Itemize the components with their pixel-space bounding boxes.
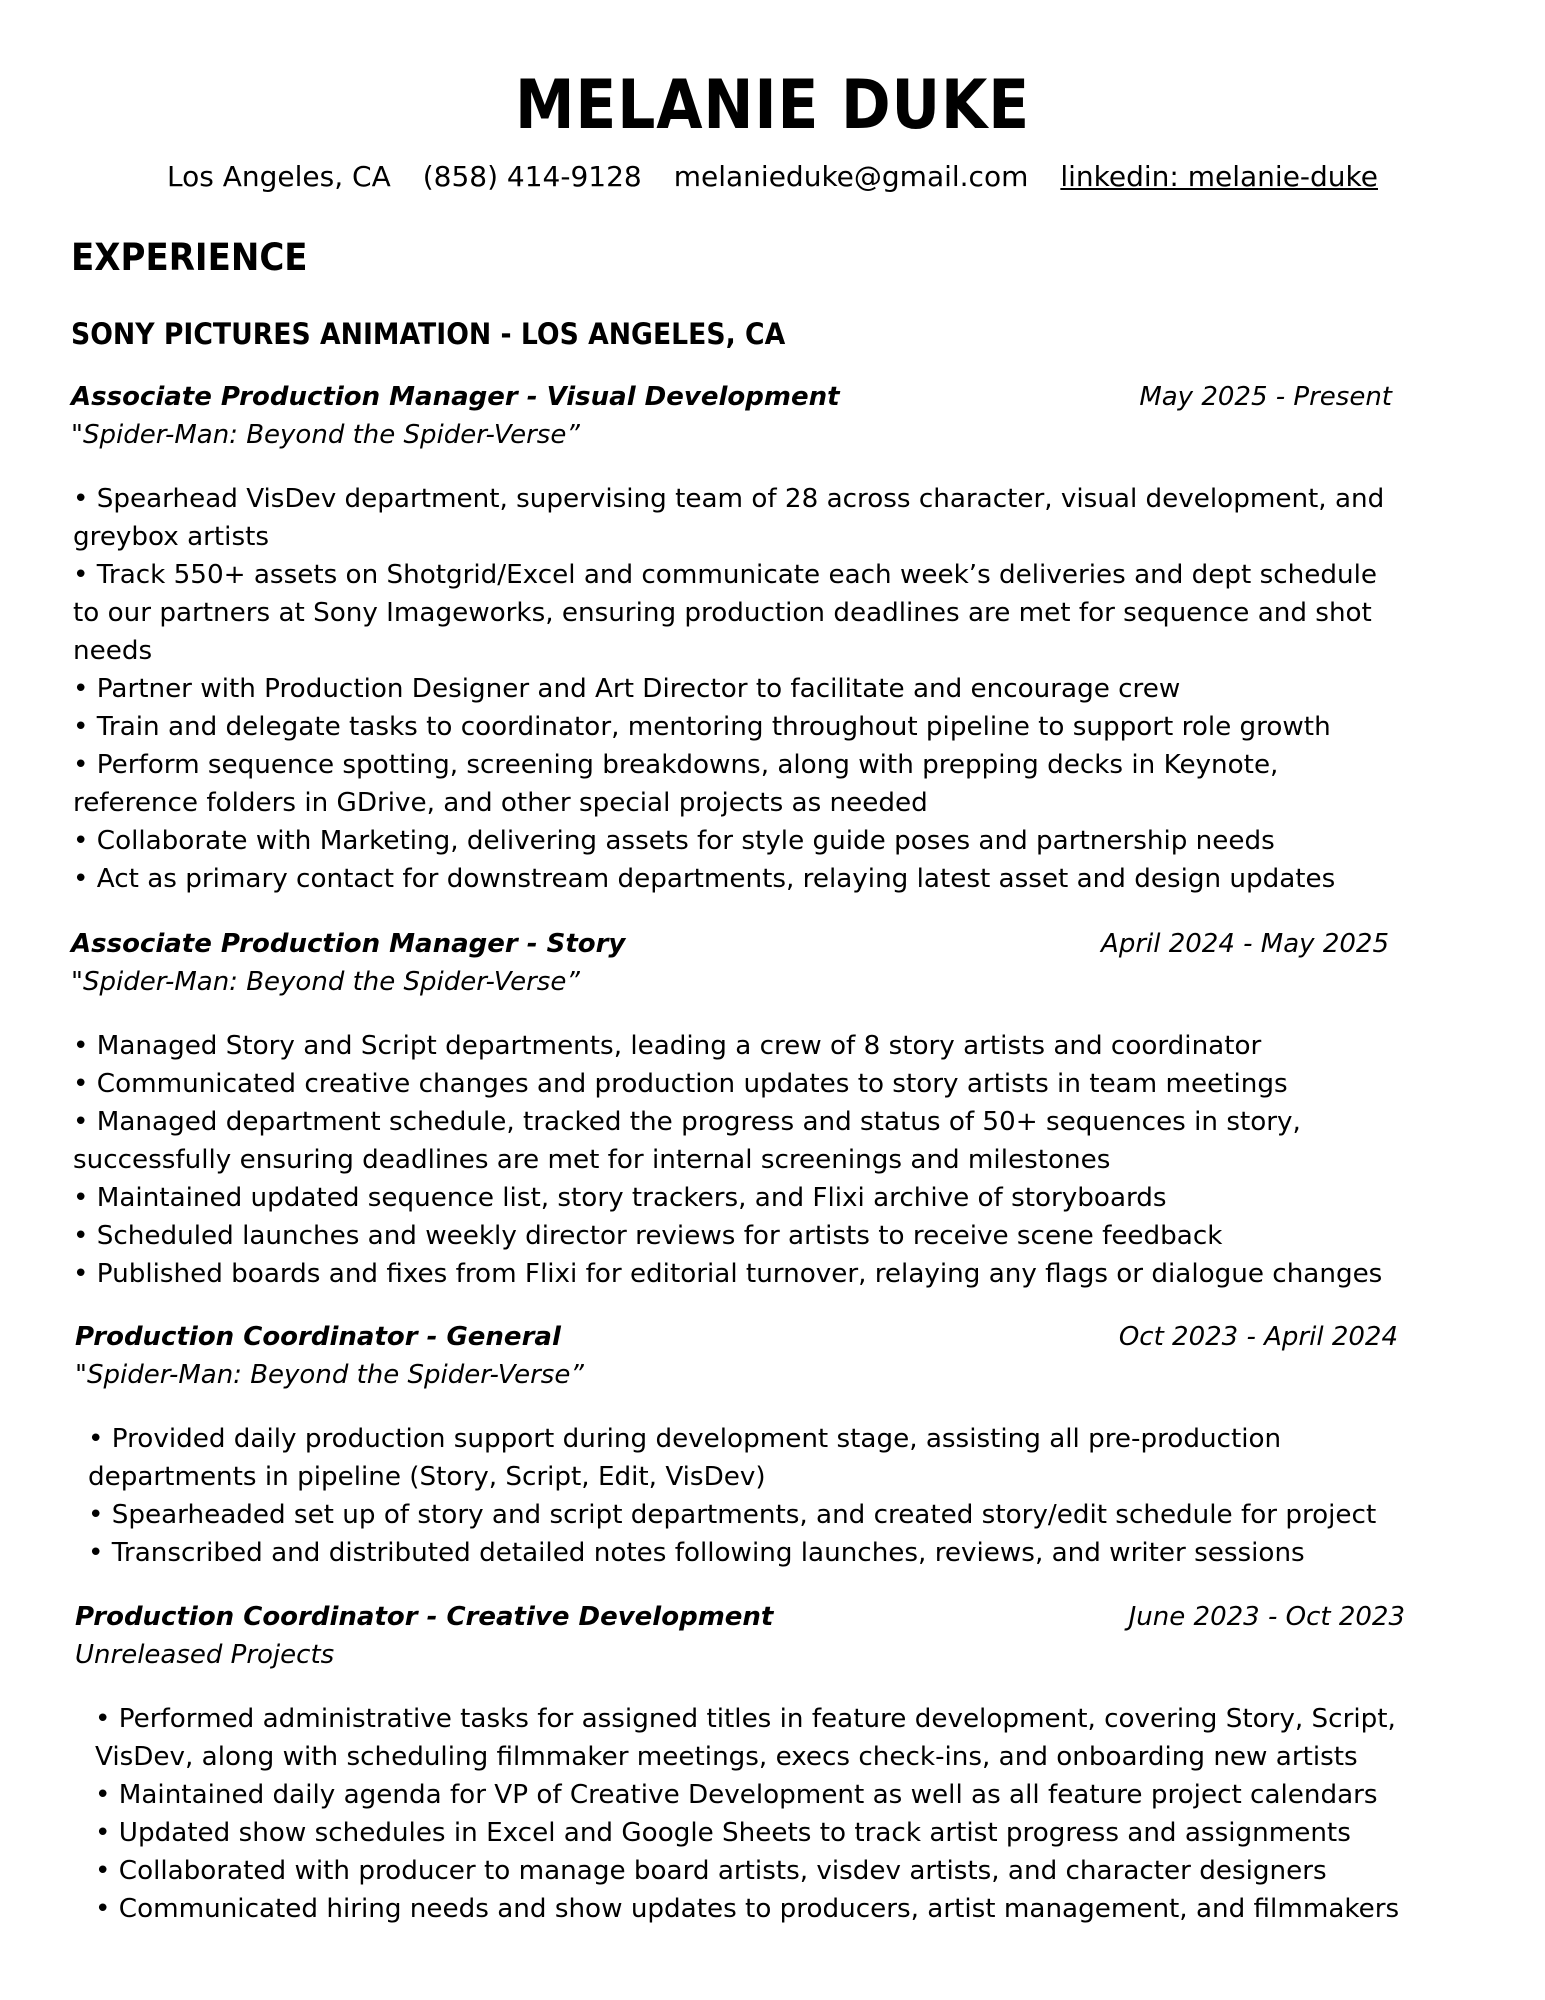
contact-location: Los Angeles, CA [167,160,391,193]
job-title: Associate Production Manager - Story [71,929,626,959]
bullet-item: • Communicated hiring needs and show updates to producers, artist management, and filmmakers [95,1890,1425,1928]
job-title: Production Coordinator - General [75,1322,561,1352]
contact-email: melanieduke@gmail.com [673,160,1029,193]
bullet-item: • Collaborate with Marketing, delivering assets for style guide poses and partnership needs [73,822,1403,860]
job-bullets [73,1027,1413,1293]
job-project: Unreleased Projects [75,1640,335,1670]
bullet-item: • Train and delegate tasks to coordinator, mentoring throughout pipeline to support role growth [73,708,1403,746]
job-title: Production Coordinator - Creative Development [75,1602,774,1632]
bullet-item: • Maintained updated sequence list, story trackers, and Flixi archive of storyboards [73,1179,1413,1217]
candidate-name: MELANIE DUKE [515,66,1030,145]
job-dates: June 2023 - Oct 2023 [1128,1602,1405,1632]
bullet-item: • Spearheaded set up of story and script departments, and created story/edit schedule for project [88,1496,1418,1534]
job-bullets [73,480,1403,898]
job-dates: Oct 2023 - April 2024 [1118,1322,1398,1352]
linkedin-link[interactable]: linkedin: melanie-duke [1060,160,1378,193]
job-project: "Spider-Man: Beyond the Spider-Verse” [71,420,580,450]
bullet-item: • Managed Story and Script departments, leading a crew of 8 story artists and coordinator [73,1027,1413,1065]
job-project: "Spider-Man: Beyond the Spider-Verse” [75,1360,584,1390]
bullet-item: • Updated show schedules in Excel and Google Sheets to track artist progress and assignments [95,1814,1425,1852]
bullet-item: • Performed administrative tasks for assigned titles in feature development, covering Story, Script, VisDev, along with scheduling filmmaker meetings, execs check-ins, and onboarding new artists [95,1700,1425,1776]
bullet-item: • Published boards and fixes from Flixi for editorial turnover, relaying any flags or dialogue changes [73,1255,1413,1293]
bullet-item: • Collaborated with producer to manage board artists, visdev artists, and character designers [95,1852,1425,1890]
bullet-item: • Spearhead VisDev department, supervising team of 28 across character, visual development, and greybox artists [73,480,1403,556]
company-heading: SONY PICTURES ANIMATION - LOS ANGELES, CA [71,317,786,351]
job-bullets [95,1700,1425,1928]
bullet-item: • Perform sequence spotting, screening breakdowns, along with prepping decks in Keynote, reference folders in GDrive, and other special projects as needed [73,746,1403,822]
job-dates: April 2024 - May 2025 [1101,929,1389,959]
contact-phone: (858) 414-9128 [422,160,642,193]
bullet-item: • Provided daily production support during development stage, assisting all pre-production departments in pipeline (Story, Script, Edit, VisDev) [88,1420,1418,1496]
contact-line [0,157,1545,197]
bullet-item: • Partner with Production Designer and Art Director to facilitate and encourage crew [73,670,1403,708]
bullet-item: • Track 550+ assets on Shotgrid/Excel and communicate each week’s deliveries and dept schedule to our partners at Sony Imageworks, ensuring production deadlines are met for sequence and shot needs [73,556,1403,670]
bullet-item: • Scheduled launches and weekly director reviews for artists to receive scene feedback [73,1217,1413,1255]
bullet-item: • Maintained daily agenda for VP of Creative Development as well as all feature project calendars [95,1776,1425,1814]
job-dates: May 2025 - Present [1139,382,1392,412]
job-bullets [88,1420,1418,1572]
job-project: "Spider-Man: Beyond the Spider-Verse” [71,967,580,997]
bullet-item: • Communicated creative changes and production updates to story artists in team meetings [73,1065,1413,1103]
job-title: Associate Production Manager - Visual Development [71,382,840,412]
bullet-item: • Transcribed and distributed detailed notes following launches, reviews, and writer sessions [88,1534,1418,1572]
experience-heading: EXPERIENCE [71,236,308,279]
bullet-item: • Act as primary contact for downstream departments, relaying latest asset and design updates [73,860,1403,898]
bullet-item: • Managed department schedule, tracked the progress and status of 50+ sequences in story, successfully ensuring deadlines are met for internal screenings and milestones [73,1103,1413,1179]
